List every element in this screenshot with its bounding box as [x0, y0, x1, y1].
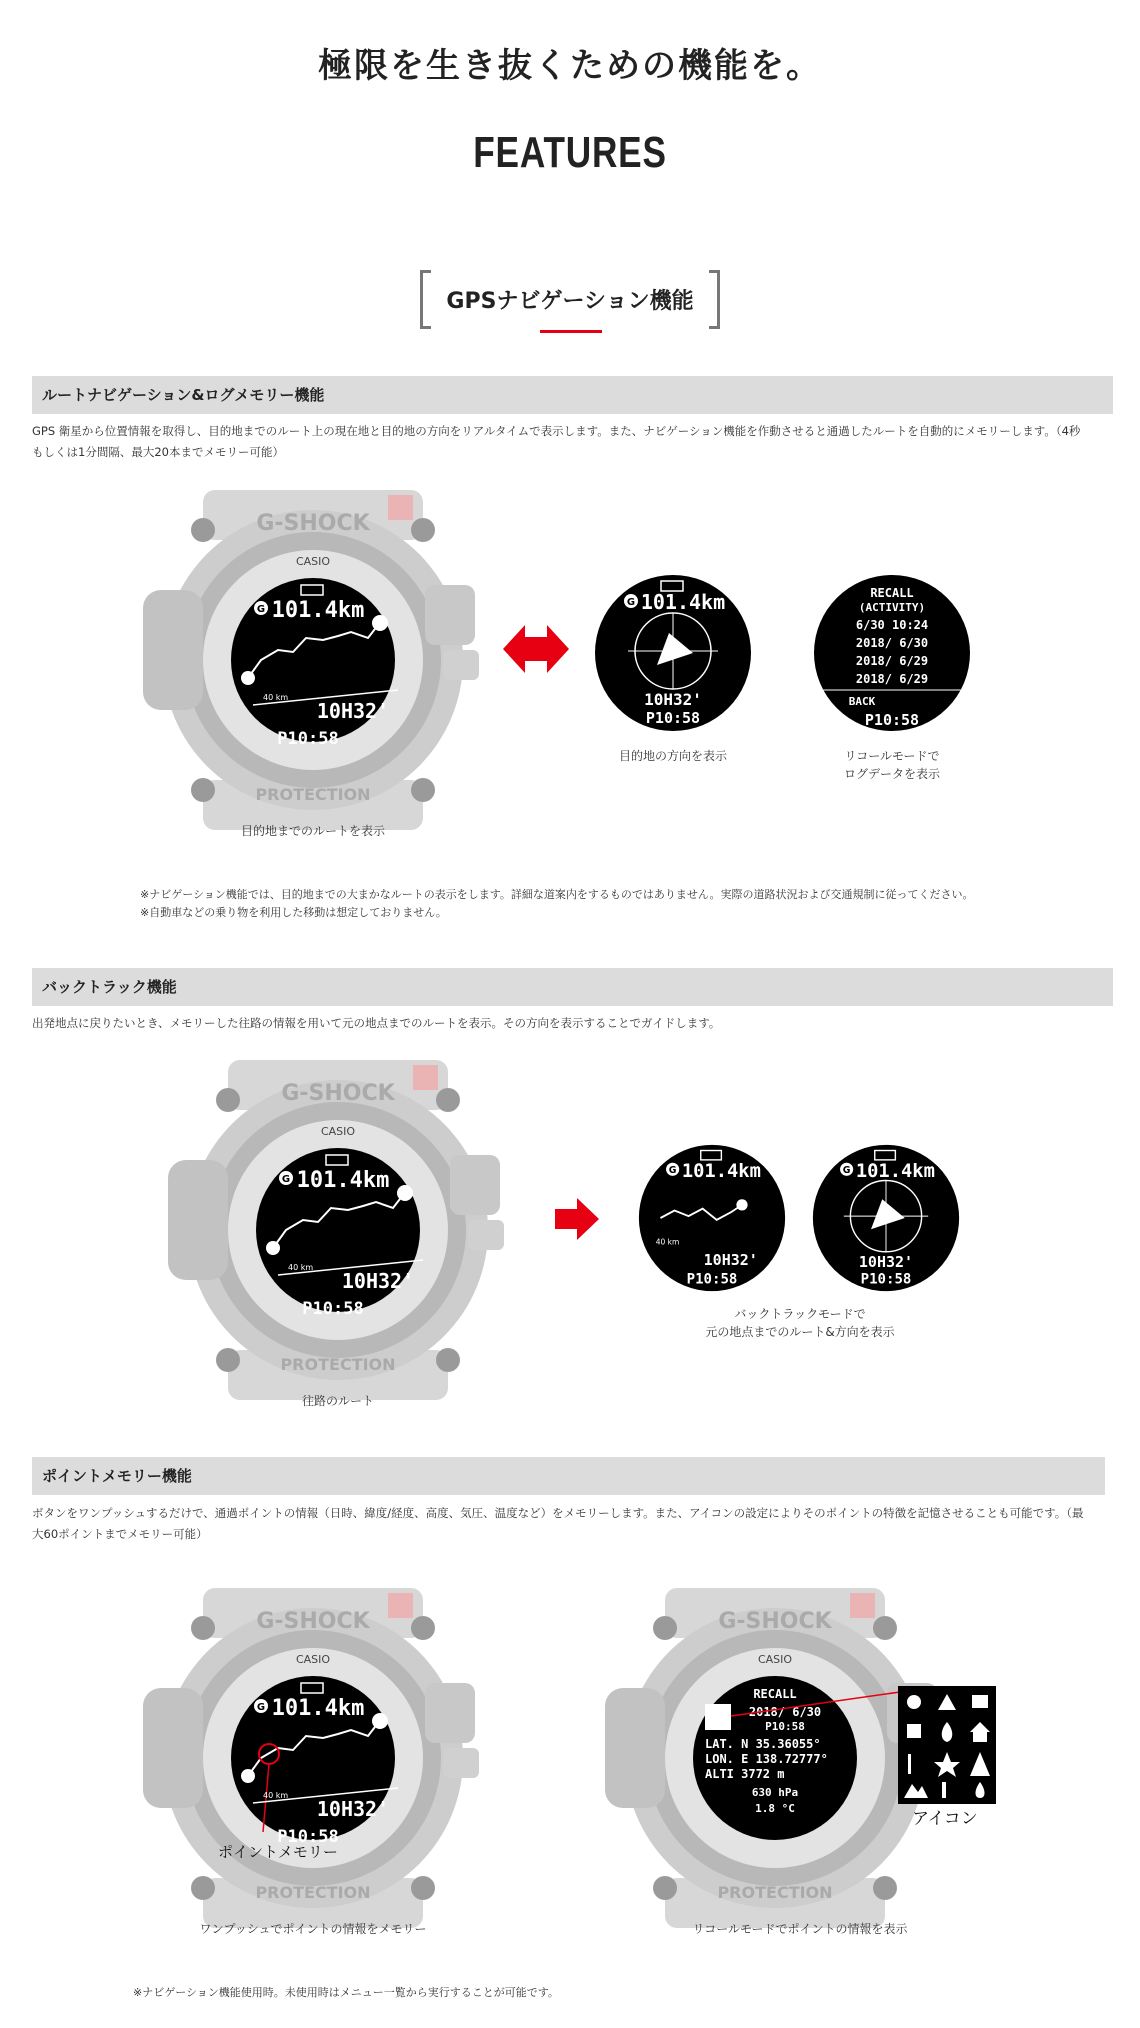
svg-text:101.4km: 101.4km	[681, 1160, 761, 1182]
warning-icon	[938, 1694, 956, 1710]
note-point: ※ナビゲーション機能使用時。未使用時はメニュー一覧から実行することが可能です。	[133, 1986, 559, 1999]
callout-point-memory: ポイントメモリー	[218, 1843, 338, 1861]
watch-backtrack-main	[168, 1060, 508, 1400]
svg-text:(ACTIVITY): (ACTIVITY)	[858, 601, 926, 614]
svg-text:6/30 10:24: 6/30 10:24	[855, 618, 929, 632]
svg-text:10H32': 10H32'	[858, 1252, 914, 1271]
svg-text:PROTECTION: PROTECTION	[280, 1355, 396, 1374]
feature-backtrack-desc: 出発地点に戻りたいとき、メモリーした往路の情報を用いて元の地点までのルートを表示。その方向を表示することでガイドします。	[32, 1016, 721, 1030]
feature-route-desc: GPS 衛星から位置情報を取得し、目的地までのルート上の現在地と目的地の方向をリアルタイムで表示します。また、ナビゲーション機能を作動させると通過したルートを自動的にメモリーします。（4秒 もしくは1分間隔、最大20本までメモリー可能）	[32, 424, 1081, 459]
svg-text:G-SHOCK: G-SHOCK	[281, 1081, 395, 1106]
svg-text:G-SHOCK: G-SHOCK	[256, 1609, 370, 1634]
svg-text:101.4km: 101.4km	[640, 590, 726, 614]
svg-text:RECALL: RECALL	[753, 1687, 797, 1701]
cross-box-icon	[907, 1724, 921, 1738]
svg-text:10H32': 10H32'	[316, 699, 390, 723]
caption-point-left: ワンプッシュでポイントの情報をメモリー	[199, 1922, 427, 1936]
caption-point-right: リコールモードでポイントの情報を表示	[692, 1922, 908, 1936]
svg-text:101.4km: 101.4km	[271, 598, 365, 623]
svg-text:P10:58: P10:58	[686, 1271, 738, 1288]
turn-icon	[942, 1782, 946, 1798]
svg-text:G: G	[256, 604, 266, 615]
svg-text:P10:58: P10:58	[864, 711, 920, 729]
svg-text:40 km: 40 km	[263, 1791, 289, 1800]
svg-text:P10:58: P10:58	[302, 1299, 364, 1319]
screen-backtrack-direction	[811, 1143, 961, 1293]
svg-text:LON. E 138.72777°: LON. E 138.72777°	[705, 1752, 828, 1766]
feature-point-desc: ボタンをワンプッシュするだけで、通過ポイントの情報（日時、緯度/経度、高度、気圧、温度など）をメモリーします。また、アイコンの設定によりそのポイントの特徴を記憶させることも可能です。（最 大60ポイントまでメモリー可能）	[32, 1506, 1084, 1541]
section-title: GPSナビゲーション機能	[0, 270, 1140, 329]
svg-text:P10:58: P10:58	[645, 709, 701, 727]
svg-text:2018/ 6/29: 2018/ 6/29	[855, 654, 929, 668]
svg-text:10H32': 10H32'	[644, 690, 702, 709]
svg-text:CASIO: CASIO	[295, 1653, 331, 1666]
svg-text:CASIO: CASIO	[320, 1125, 356, 1138]
caption-route-main: 目的地までのルートを表示	[240, 824, 385, 838]
screen-backtrack-route	[637, 1143, 787, 1293]
svg-text:PROTECTION: PROTECTION	[255, 1883, 371, 1902]
watch-brand: G-SHOCK	[256, 511, 370, 536]
svg-text:ALTI 3772 m: ALTI 3772 m	[705, 1767, 785, 1781]
svg-text:10H32': 10H32'	[341, 1269, 415, 1293]
svg-text:2018/ 6/30: 2018/ 6/30	[855, 636, 929, 650]
svg-text:PROTECTION: PROTECTION	[717, 1883, 833, 1902]
svg-text:RECALL: RECALL	[870, 586, 914, 600]
svg-text:BACK: BACK	[848, 695, 876, 708]
notes-route: ※ナビゲーション機能では、目的地までの大まかなルートの表示をします。詳細な道案内をするものではありません。実際の道路状況および交通規制に従ってください。 ※自動車などの乗り物を利用した移動は想定しておりません。	[140, 888, 974, 919]
svg-text:630 hPa: 630 hPa	[751, 1786, 799, 1799]
svg-text:G: G	[668, 1165, 677, 1176]
right-arrow-icon	[555, 1198, 599, 1240]
fire-icon	[942, 1722, 953, 1742]
icon-palette	[898, 1686, 996, 1804]
feature-backtrack-title: バックトラック機能	[32, 968, 1113, 1006]
feature-route-title: ルートナビゲーション&ログメモリー機能	[32, 376, 1113, 414]
svg-text:G: G	[256, 1702, 266, 1713]
svg-text:2018/ 6/30: 2018/ 6/30	[748, 1705, 822, 1719]
icons-label: アイコン	[912, 1809, 978, 1829]
screen-recall	[812, 573, 972, 733]
mountain-icon	[904, 1784, 928, 1798]
svg-text:CASIO: CASIO	[757, 1653, 793, 1666]
svg-text:101.4km: 101.4km	[271, 1696, 365, 1721]
svg-text:G: G	[281, 1174, 291, 1185]
svg-text:10H32': 10H32'	[703, 1250, 758, 1269]
svg-text:LAT. N 35.36055°: LAT. N 35.36055°	[705, 1737, 821, 1751]
watch-casio: CASIO	[295, 555, 331, 568]
watch-route-main	[143, 490, 483, 830]
svg-text:2018/ 6/29: 2018/ 6/29	[855, 672, 929, 686]
svg-text:40 km: 40 km	[288, 1263, 314, 1272]
svg-text:1.8 °C: 1.8 °C	[755, 1802, 795, 1815]
svg-text:101.4km: 101.4km	[855, 1160, 935, 1182]
pin-icon	[907, 1695, 921, 1709]
watch-point-memory	[143, 1588, 483, 1928]
svg-text:P10:58: P10:58	[765, 1720, 805, 1733]
svg-text:40 km: 40 km	[263, 693, 289, 702]
hero-title-jp: 極限を生き抜くための機能を。	[318, 46, 822, 86]
caption-backtrack: バックトラックモードで 元の地点までのルート&方向を表示	[705, 1307, 895, 1339]
svg-text:P10:58: P10:58	[277, 1827, 339, 1847]
star-icon	[934, 1752, 960, 1777]
watch-point-recall	[605, 1588, 945, 1928]
svg-text:10H32': 10H32'	[316, 1797, 390, 1821]
camera-icon	[972, 1695, 988, 1708]
svg-text:G-SHOCK: G-SHOCK	[718, 1609, 832, 1634]
watch-bezel-bottom: PROTECTION	[255, 785, 371, 804]
water-icon	[976, 1782, 985, 1798]
hero-title-en: FEATURES	[473, 128, 667, 177]
svg-text:P10:58: P10:58	[277, 729, 339, 749]
screen-direction	[593, 573, 753, 733]
svg-text:G: G	[842, 1165, 851, 1176]
feature-point-title: ポイントメモリー機能	[32, 1457, 1105, 1495]
tent-icon	[970, 1752, 990, 1776]
svg-text:101.4km: 101.4km	[296, 1168, 390, 1193]
caption-recall: リコールモードで ログデータを表示	[843, 749, 940, 781]
caption-direction: 目的地の方向を表示	[618, 749, 727, 763]
house-icon	[970, 1722, 990, 1742]
section-title-underline	[540, 330, 602, 333]
svg-text:G: G	[626, 597, 636, 608]
svg-text:40 km: 40 km	[655, 1237, 680, 1247]
svg-text:P10:58: P10:58	[860, 1271, 912, 1288]
double-arrow-icon	[503, 625, 569, 673]
caption-backtrack-main: 往路のルート	[301, 1394, 374, 1408]
flag-icon	[908, 1754, 911, 1774]
